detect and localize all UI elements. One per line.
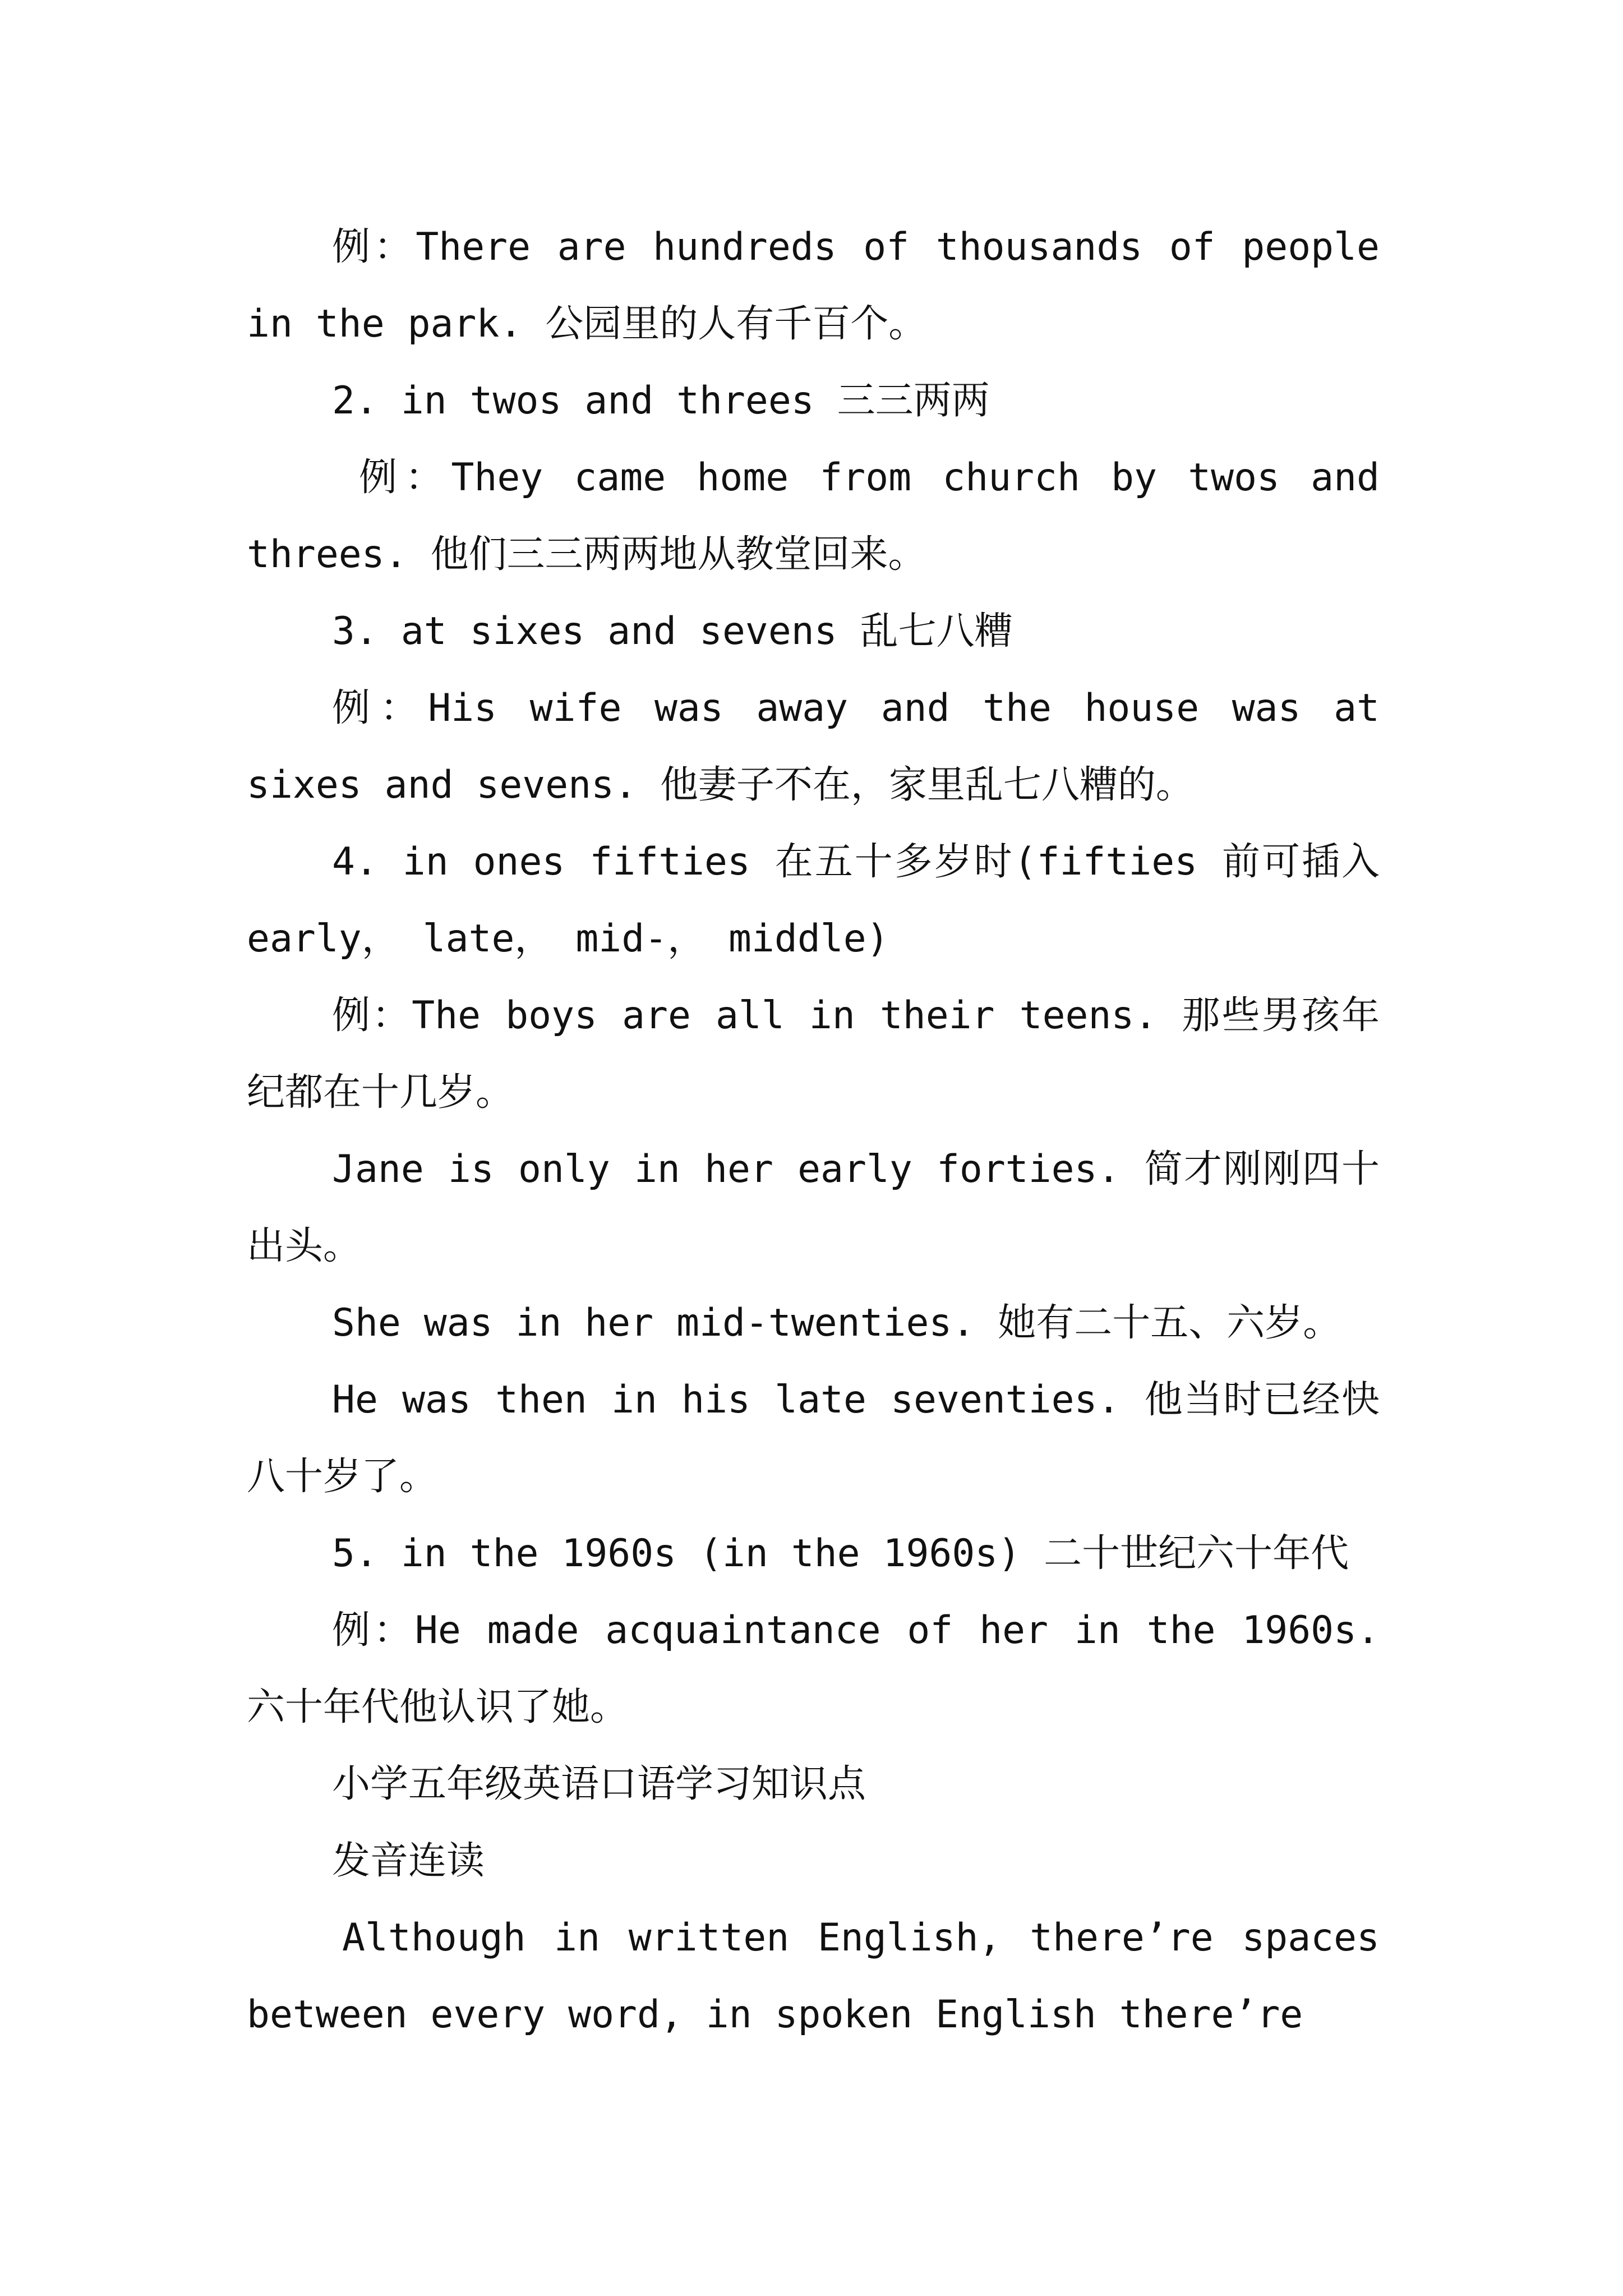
- paragraph-example-teens: 例：The boys are all in their teens. 那些男孩年纪都在十几岁。: [247, 993, 1380, 1115]
- paragraph-item-2: 2. in twos and threes 三三两两: [332, 379, 990, 423]
- paragraph-example-twos: 例：They came home from church by twos and threes. 他们三三两两地从教堂回来。: [247, 455, 1380, 577]
- document-body: [247, 209, 1380, 2053]
- paragraph-linking-intro: Although in written English, there’re spaces between every word, in spoken English there’re: [247, 1916, 1380, 2037]
- paragraph-example-seventies: He was then in his late seventies. 他当时已经快八十岁了。: [247, 1378, 1380, 1499]
- subsection-heading: 发音连读: [332, 1839, 485, 1883]
- paragraph-example-1960s: 例：He made acquaintance of her in the 1960s. 六十年代他认识了她。: [247, 1608, 1380, 1729]
- paragraph-example-twenties: She was in her mid-twenties. 她有二十五、六岁。: [332, 1301, 1341, 1345]
- paragraph-example-sixes: 例：His wife was away and the house was at sixes and sevens. 他妻子不在，家里乱七八糟的。: [247, 686, 1380, 807]
- paragraph-example-forties: Jane is only in her early forties. 简才刚刚四十出头。: [247, 1147, 1380, 1268]
- section-heading: 小学五年级英语口语学习知识点: [332, 1762, 866, 1806]
- paragraph-item-5: 5. in the 1960s (in the 1960s) 二十世纪六十年代: [332, 1531, 1349, 1576]
- paragraph-item-3: 3. at sixes and sevens 乱七八糟: [332, 609, 1013, 654]
- paragraph-example-hundreds: 例：There are hundreds of thousands of people in the park. 公园里的人有千百个。: [247, 225, 1380, 346]
- paragraph-item-4: 4. in ones fifties 在五十多岁时(fifties 前可插入 early， late， mid-， middle): [247, 840, 1380, 961]
